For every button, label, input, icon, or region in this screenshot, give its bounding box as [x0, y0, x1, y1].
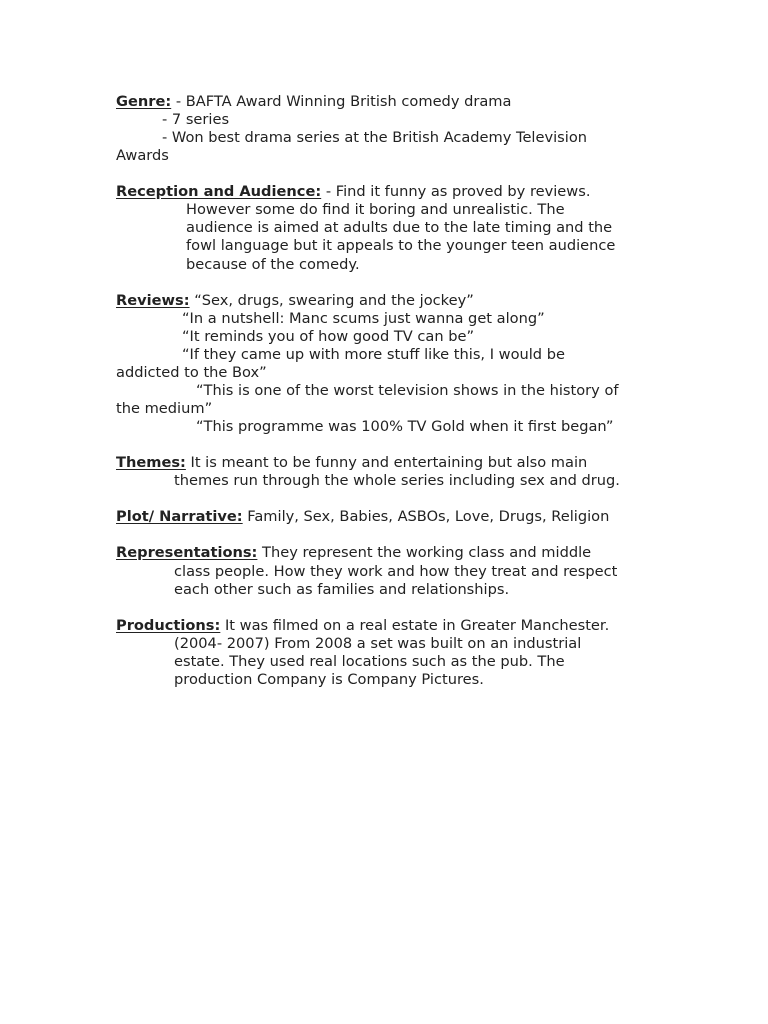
reception-line-2: However some do find it boring and unrealistic. The	[186, 201, 565, 218]
reviews-text-1: “Sex, drugs, swearing and the jockey”	[189, 292, 474, 309]
reviews-line-4: “If they came up with more stuff like this, I would be	[182, 346, 565, 363]
genre-line-3: - Won best drama series at the British Academy Television	[162, 129, 587, 146]
reception-text-1: - Find it funny as proved by reviews.	[321, 183, 591, 200]
reception-line-4: fowl language but it appeals to the younger teen audience	[186, 237, 616, 254]
productions-line-2: (2004- 2007) From 2008 a set was built on an industrial	[174, 635, 582, 652]
reviews-line-7: the medium”	[116, 400, 213, 417]
genre-line-4: Awards	[116, 147, 169, 164]
plot-line-1	[116, 508, 609, 526]
reviews-heading: Reviews:	[116, 292, 190, 309]
reception-line-1	[116, 183, 590, 201]
plot-text-1: Family, Sex, Babies, ASBOs, Love, Drugs, Religion	[242, 508, 610, 525]
reception-line-3: audience is aimed at adults due to the late timing and the	[186, 219, 613, 236]
representations-text-1: They represent the working class and middle	[257, 544, 592, 561]
productions-heading: Productions:	[116, 617, 221, 634]
reviews-line-2: “In a nutshell: Manc scums just wanna get along”	[182, 310, 545, 327]
productions-text-1: It was filmed on a real estate in Greater Manchester.	[220, 617, 610, 634]
productions-line-4: production Company is Company Pictures.	[174, 671, 484, 688]
reviews-line-5: addicted to the Box”	[116, 364, 267, 381]
plot-heading: Plot/ Narrative:	[116, 508, 243, 525]
representations-line-2: class people. How they work and how they treat and respect	[174, 563, 618, 580]
reviews-line-6: “This is one of the worst television shows in the history of	[196, 382, 619, 399]
genre-text-1: - BAFTA Award Winning British comedy drama	[171, 93, 512, 110]
reviews-line-8: “This programme was 100% TV Gold when it first began”	[196, 418, 614, 435]
themes-line-1	[116, 454, 587, 472]
reception-line-5: because of the comedy.	[186, 256, 360, 273]
themes-text-1: It is meant to be funny and entertaining but also main	[185, 454, 588, 471]
representations-line-1	[116, 544, 591, 562]
reviews-line-1	[116, 292, 474, 310]
reviews-line-3: “It reminds you of how good TV can be”	[182, 328, 475, 345]
productions-line-1	[116, 617, 609, 635]
genre-line-1	[116, 93, 511, 111]
themes-line-2: themes run through the whole series including sex and drug.	[174, 472, 620, 489]
genre-heading: Genre:	[116, 93, 172, 110]
reception-heading: Reception and Audience:	[116, 183, 322, 200]
themes-heading: Themes:	[116, 454, 186, 471]
productions-line-3: estate. They used real locations such as the pub. The	[174, 653, 565, 670]
genre-line-2: - 7 series	[162, 111, 230, 128]
representations-line-3: each other such as families and relationships.	[174, 581, 510, 598]
representations-heading: Representations:	[116, 544, 258, 561]
